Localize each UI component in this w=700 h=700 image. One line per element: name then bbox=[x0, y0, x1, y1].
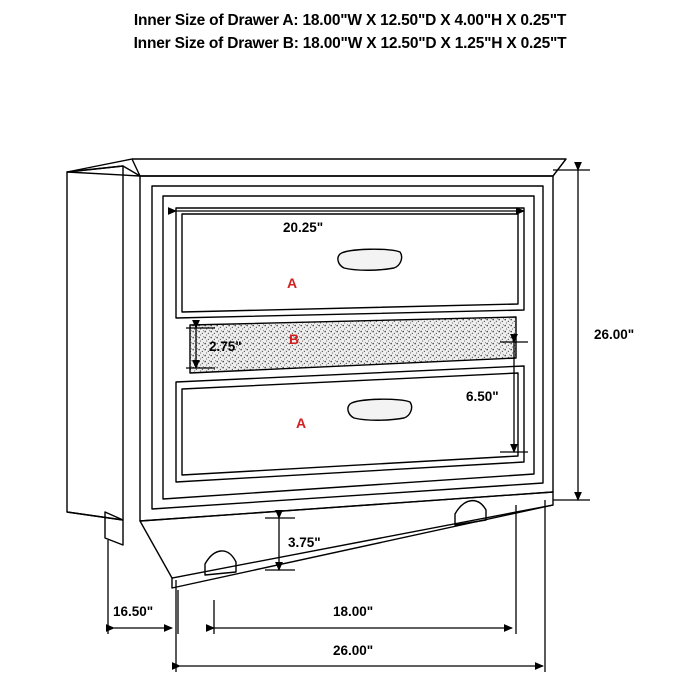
side-panel bbox=[67, 166, 123, 520]
header-line-1: Inner Size of Drawer A: 18.00"W X 12.50"D X 4.00"H X 0.25"T bbox=[133, 12, 567, 29]
drawer-b-label: B bbox=[289, 331, 300, 347]
base-apron bbox=[140, 492, 553, 578]
dim-inner-width-label: 18.00" bbox=[333, 604, 374, 619]
dim-lower-drawer-label: 6.50" bbox=[466, 389, 499, 404]
cabinet-top bbox=[67, 159, 566, 176]
dim-band-height-label: 2.75" bbox=[209, 339, 242, 354]
dim-overall-height-label: 26.00" bbox=[594, 327, 635, 342]
drawer-a-bottom bbox=[176, 366, 524, 482]
handle-top bbox=[338, 249, 402, 270]
dim-clearance-label: 3.75" bbox=[288, 535, 321, 550]
dim-depth-label: 16.50" bbox=[113, 604, 154, 619]
header-line-2: Inner Size of Drawer B: 18.00"W X 12.50"D X 1.25"H X 0.25"T bbox=[133, 35, 567, 52]
drawer-a-top-label: A bbox=[287, 275, 298, 291]
dim-overall-width-label: 26.00" bbox=[333, 643, 374, 658]
drawer-a-bottom-label: A bbox=[296, 415, 307, 431]
handle-bottom bbox=[348, 399, 412, 420]
dim-top-width-label: 20.25" bbox=[283, 220, 324, 235]
